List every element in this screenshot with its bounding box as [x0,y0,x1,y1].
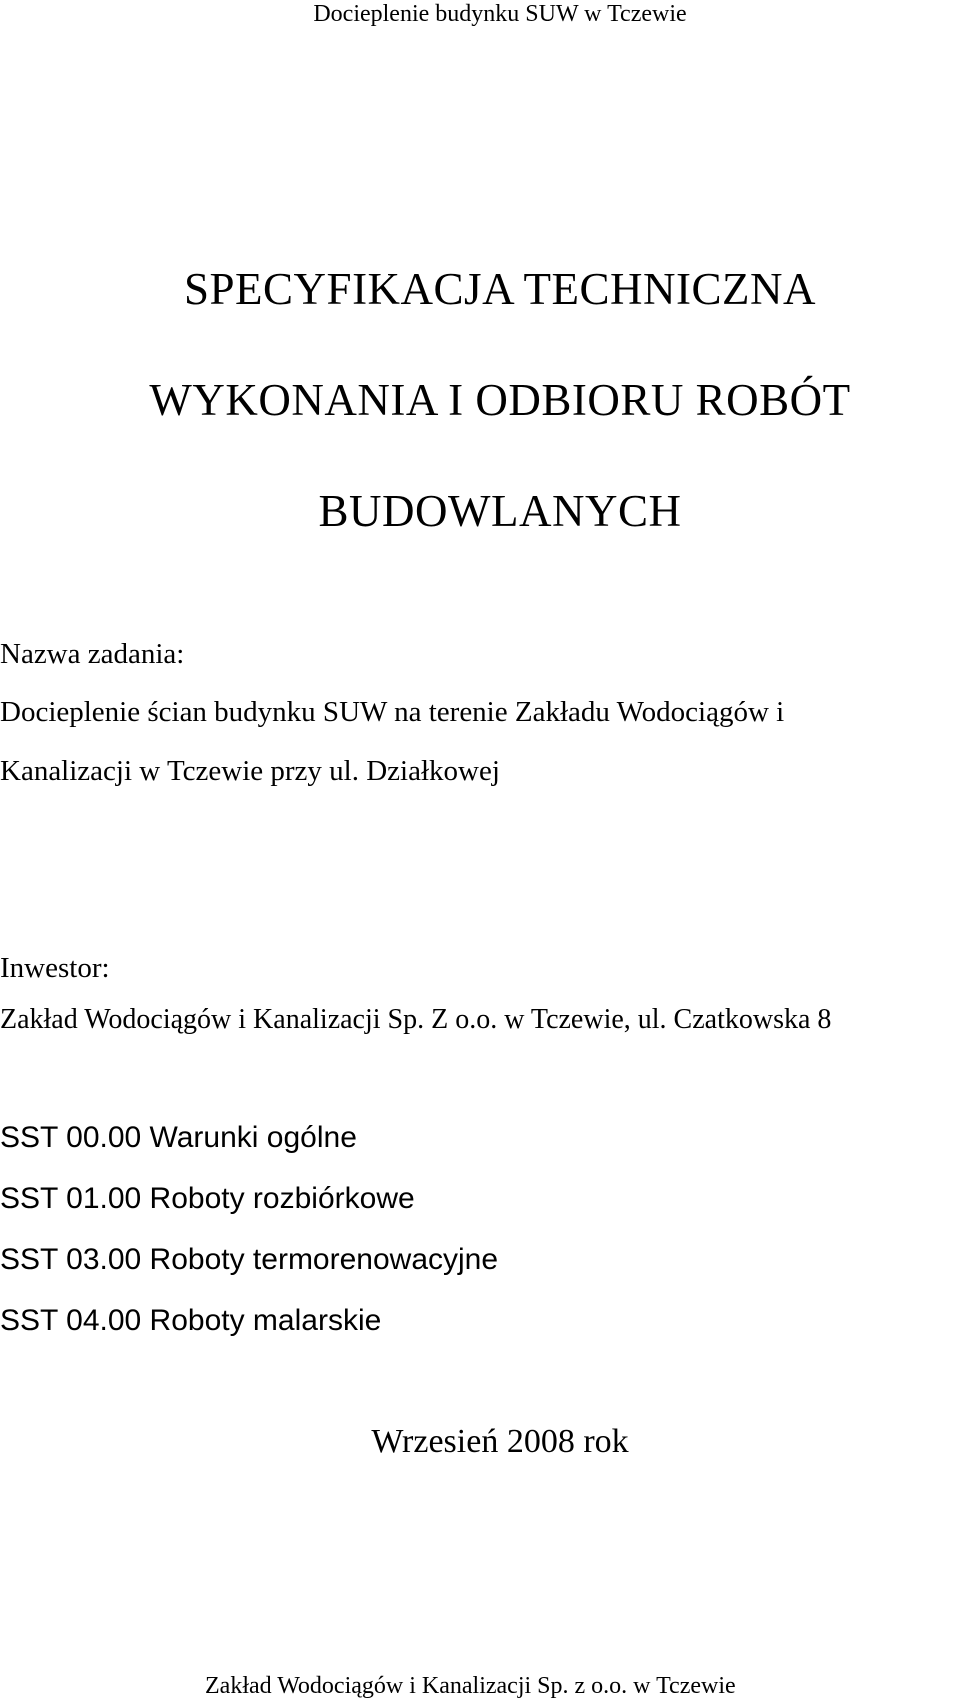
document-title-line-3: BUDOWLANYCH [318,486,682,536]
section-item-sst-03: SST 03.00 Roboty termorenowacyjne [0,1243,499,1276]
task-name-label: Nazwa zadania: [0,638,185,670]
task-name-line-2: Kanalizacji w Tczewie przy ul. Działkowej [0,755,500,787]
running-header: Docieplenie budynku SUW w Tczewie [313,1,687,27]
document-title-line-1: SPECYFIKACJA TECHNICZNA [183,264,816,314]
section-item-sst-01: SST 01.00 Roboty rozbiórkowe [0,1182,415,1215]
page-footer: Zakład Wodociągów i Kanalizacji Sp. z o.o. w Tczewie [205,1673,736,1699]
document-date: Wrzesień 2008 rok [371,1423,629,1460]
investor-value: Zakład Wodociągów i Kanalizacji Sp. Z o.o. w Tczewie, ul. Czatkowska 8 [0,1004,832,1035]
section-item-sst-00: SST 00.00 Warunki ogólne [0,1121,357,1154]
task-name-line-1: Docieplenie ścian budynku SUW na terenie Zakładu Wodociągów i [0,696,785,728]
investor-label: Inwestor: [0,952,110,984]
section-item-sst-04: SST 04.00 Roboty malarskie [0,1304,382,1337]
document-title-line-2: WYKONANIA I ODBIORU ROBÓT [149,375,851,425]
